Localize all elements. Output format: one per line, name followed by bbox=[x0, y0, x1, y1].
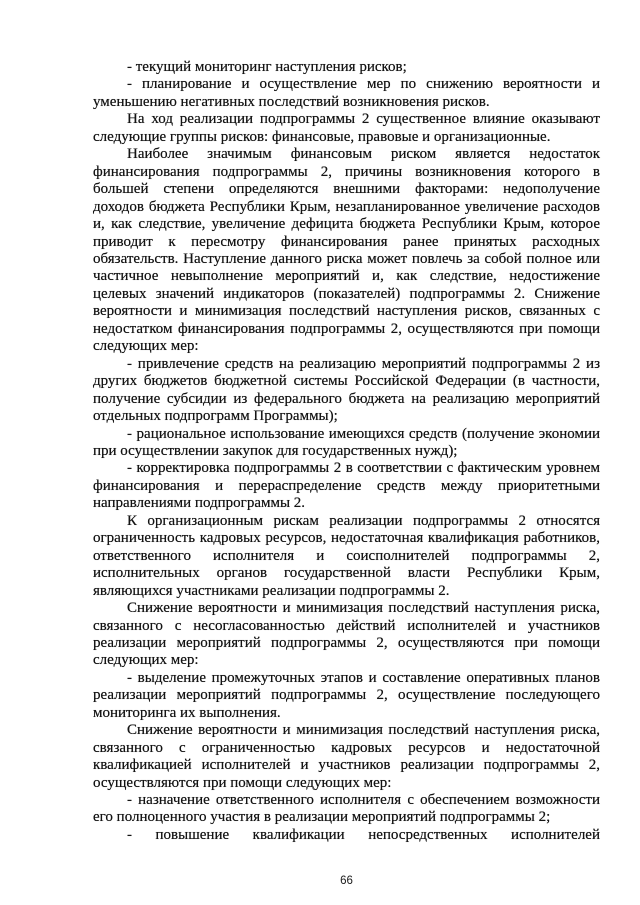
paragraph bbox=[93, 111, 600, 146]
text-line: Снижение вероятности и минимизация последствий наступления риска, bbox=[127, 722, 600, 739]
list-item bbox=[93, 76, 600, 111]
text-line: Наиболее значимым финансовым риском является недостаток bbox=[127, 146, 600, 163]
text-line: его полноценного участия в реализации мероприятий подпрограммы 2; bbox=[93, 809, 551, 826]
text-line: следующих мер: bbox=[93, 652, 199, 669]
text-line: - привлечение средств на реализацию мероприятий подпрограммы 2 из bbox=[127, 355, 600, 372]
text-line: при осуществлении закупок для государственных нужд); bbox=[93, 442, 458, 459]
text-line: финансирования подпрограммы 2, причины возникновения которого в bbox=[93, 163, 600, 180]
paragraph bbox=[93, 722, 600, 792]
text-line: обязательств. Наступление данного риска может повлечь за собой полное или bbox=[93, 250, 600, 267]
paragraph bbox=[93, 600, 600, 670]
text-line: - рациональное использование имеющихся средств (получение экономии bbox=[127, 425, 600, 442]
list-item bbox=[93, 792, 600, 827]
text-line: исполнительных органов государственной власти Республики Крым, bbox=[93, 565, 600, 582]
text-line: ограниченность кадровых ресурсов, недостаточная квалификация работников, bbox=[93, 530, 600, 547]
text-line: связанного с несогласованностью действий исполнителей и участников bbox=[93, 617, 600, 634]
text-line: частичное невыполнение мероприятий и, как следствие, недостижение bbox=[93, 268, 600, 285]
text-line: - планирование и осуществление мер по снижению вероятности и bbox=[127, 76, 600, 93]
text-line: следующих мер: bbox=[93, 338, 199, 355]
text-line: квалификацией исполнителей и участников реализации подпрограммы 2, bbox=[93, 757, 600, 774]
text-line: Снижение вероятности и минимизация последствий наступления риска, bbox=[127, 600, 600, 617]
text-line: мониторинга их выполнения. bbox=[93, 704, 281, 721]
document-body bbox=[93, 59, 600, 844]
text-line: - корректировка подпрограммы 2 в соответствии с фактическим уровнем bbox=[127, 460, 600, 477]
text-line: реализации мероприятий подпрограммы 2, осуществляются при помощи bbox=[93, 634, 600, 651]
text-line: уменьшению негативных последствий возникновения рисков. bbox=[93, 93, 490, 110]
text-line: реализации мероприятий подпрограммы 2, осуществление последующего bbox=[93, 687, 600, 704]
text-line: целевых значений индикаторов (показателей) подпрограммы 2. Снижение bbox=[93, 285, 600, 302]
text-line: связанного с ограниченностью кадровых ресурсов и недостаточной bbox=[93, 739, 600, 756]
list-item bbox=[93, 426, 600, 461]
text-line: и, как следствие, увеличение дефицита бюджета Республики Крым, которое bbox=[93, 216, 600, 233]
page-number: 66 bbox=[340, 875, 353, 887]
text-line: вероятности и минимизация последствий наступления рисков, связанных с bbox=[93, 303, 600, 320]
text-line: - повышение квалификации непосредственных исполнителей bbox=[127, 826, 600, 843]
list-item bbox=[93, 460, 600, 512]
text-line: следующие группы рисков: финансовые, правовые и организационные. bbox=[93, 128, 551, 145]
text-line: отдельных подпрограмм Программы); bbox=[93, 408, 338, 425]
text-line: приводит к пересмотру финансирования ранее принятых расходных bbox=[93, 233, 600, 250]
text-line: финансирования и перераспределение средств между приоритетными bbox=[93, 477, 600, 494]
text-line: направлениями подпрограммы 2. bbox=[93, 495, 306, 512]
text-line: - назначение ответственного исполнителя с обеспечением возможности bbox=[127, 792, 600, 809]
text-line: ответственного исполнителя и соисполнителей подпрограммы 2, bbox=[93, 547, 600, 564]
list-item bbox=[93, 827, 600, 844]
text-line: осуществляются при помощи следующих мер: bbox=[93, 774, 392, 791]
paragraph bbox=[93, 513, 600, 600]
text-line: недостатком финансирования подпрограммы 2, осуществляются при помощи bbox=[93, 320, 600, 337]
text-line: получение субсидии из федерального бюджета на реализацию мероприятий bbox=[93, 390, 600, 407]
list-item bbox=[93, 59, 600, 76]
list-item bbox=[93, 670, 600, 722]
paragraph bbox=[93, 146, 600, 355]
text-line: На ход реализации подпрограммы 2 существенное влияние оказывают bbox=[127, 111, 600, 128]
text-line: большей степени определяются внешними факторами: недополучение bbox=[93, 181, 600, 198]
text-line: - выделение промежуточных этапов и составление оперативных планов bbox=[127, 669, 600, 686]
text-line: являющихся участниками реализации подпрограммы 2. bbox=[93, 582, 450, 599]
text-line: других бюджетов бюджетной системы Российской Федерации (в частности, bbox=[93, 373, 600, 390]
text-line: К организационным рискам реализации подпрограммы 2 относятся bbox=[127, 512, 600, 529]
text-line: доходов бюджета Республики Крым, незапланированное увеличение расходов bbox=[93, 198, 600, 215]
text-line: - текущий мониторинг наступления рисков; bbox=[127, 59, 407, 75]
list-item bbox=[93, 356, 600, 426]
